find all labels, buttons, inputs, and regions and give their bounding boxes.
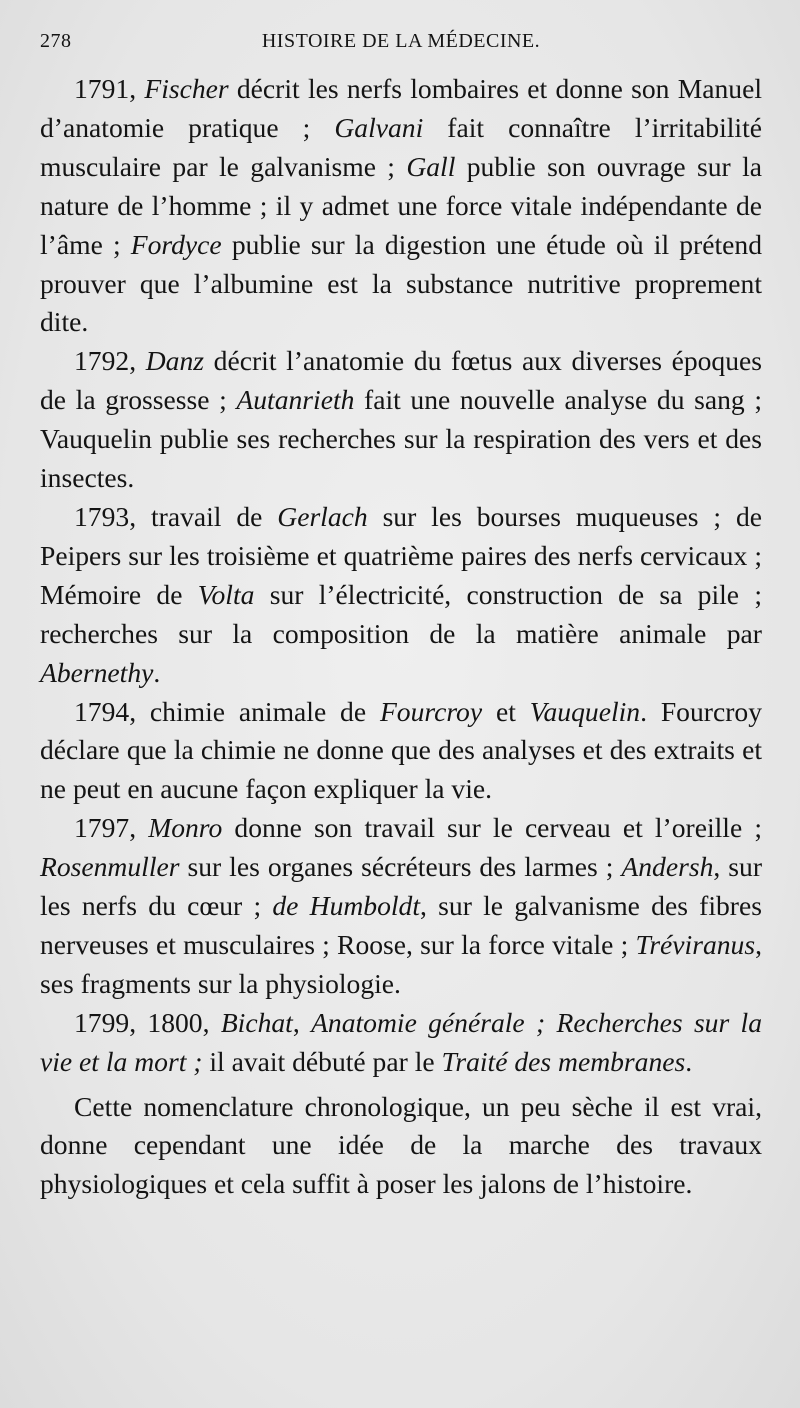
italic-name: Vauquelin	[529, 695, 641, 727]
text-run: décrit les nerfs lombaires et donne son Manuel d’anatomie pratique ;	[40, 73, 763, 143]
text-run: , ses fragments sur la physiologie.	[40, 928, 762, 999]
italic-name: Gall	[406, 150, 456, 182]
italic-name: Abernethy	[40, 656, 154, 688]
text-run: et	[482, 695, 530, 727]
text-run: 1791,	[74, 73, 145, 104]
text-run: .	[685, 1045, 693, 1077]
italic-name: Fischer	[144, 73, 229, 104]
italic-name: Bichat	[220, 1006, 293, 1038]
text-run: 1797,	[74, 812, 149, 844]
italic-name: Galvani	[334, 111, 424, 143]
paragraph-1794	[40, 693, 762, 810]
text-run: ,	[292, 1006, 312, 1038]
text-run: , sur les nerfs du cœur ;	[40, 851, 763, 922]
italic-name: Monro	[148, 812, 223, 844]
text-run: sur les organes sécréteurs des larmes ;	[179, 851, 622, 883]
italic-name: Autanrieth	[236, 384, 355, 416]
text-run: fait une nouvelle analyse du sang ; Vauquelin publie ses recherches sur la respiration des vers et des insectes.	[40, 384, 763, 494]
running-title: HISTOIRE DE LA MÉDECINE.	[261, 30, 541, 52]
paragraph-conclusion	[40, 1088, 762, 1205]
italic-name: Gerlach	[277, 500, 368, 532]
italic-name: Anatomie générale ; Recherches sur la vie et la mort ;	[40, 1006, 763, 1077]
paragraph-1797	[40, 809, 762, 1004]
text-run: .	[153, 656, 161, 688]
italic-name: Traité des membranes	[441, 1045, 686, 1077]
text-run: 1793, travail de	[74, 500, 278, 532]
italic-name: de Humboldt	[272, 890, 421, 922]
italic-name: Fordyce	[130, 228, 222, 260]
text-run: 1794, chimie animale de	[74, 695, 380, 727]
text-run: . Fourcroy déclare que la chimie ne donne que des analyses et des extraits et ne peut en aucune façon expliquer la vie.	[40, 695, 762, 805]
paragraph-1793	[40, 498, 762, 693]
italic-name: Tréviranus	[635, 928, 756, 960]
text-run: , sur le galvanisme des fibres nerveuses et musculaires ; Roose, sur la force vitale ;	[40, 890, 762, 960]
text-run: sur l’électricité, construction de sa pile ; recherches sur la composition de la matière animale par	[40, 578, 762, 649]
page-number: 278	[40, 30, 72, 52]
page-header	[40, 30, 762, 70]
paragraph-1792	[40, 342, 762, 498]
text-run: décrit l’anatomie du fœtus aux diverses époques de la grossesse ;	[40, 345, 763, 416]
text-run: 1799, 1800,	[74, 1006, 221, 1038]
text-run: il avait débuté par le	[202, 1045, 442, 1077]
text-run: donne son travail sur le cerveau et l’oreille ;	[222, 812, 762, 844]
paragraph-1791	[40, 70, 762, 342]
italic-name: Rosenmuller	[40, 851, 180, 883]
italic-name: Danz	[145, 345, 205, 377]
text-run: Cette nomenclature chronologique, un peu sèche il est vrai, donne cependant une idée de la marche des travaux physiologiques et cela suffit à poser les jalons de l’histoire.	[40, 1090, 762, 1200]
text-run: publie sur la digestion une étude où il prétend prouver que l’albumine est la substance nutritive proprement dite.	[40, 228, 762, 338]
paragraph-1799-1800	[40, 1004, 762, 1082]
italic-name: Volta	[197, 578, 255, 610]
text-run: fait connaître l’irritabilité musculaire par le galvanisme ;	[40, 111, 763, 182]
italic-name: Fourcroy	[379, 695, 483, 727]
body-text	[40, 70, 762, 1204]
text-run: sur les bourses muqueuses ; de Peipers sur les troisième et quatrième paires des nerfs cervicaux ; Mémoire de	[40, 500, 762, 610]
italic-name: Andersh	[621, 851, 714, 883]
text-run: 1792,	[74, 345, 146, 377]
text-run: publie son ouvrage sur la nature de l’homme ; il y admet une force vitale indépendante de l’âme ;	[40, 150, 762, 260]
